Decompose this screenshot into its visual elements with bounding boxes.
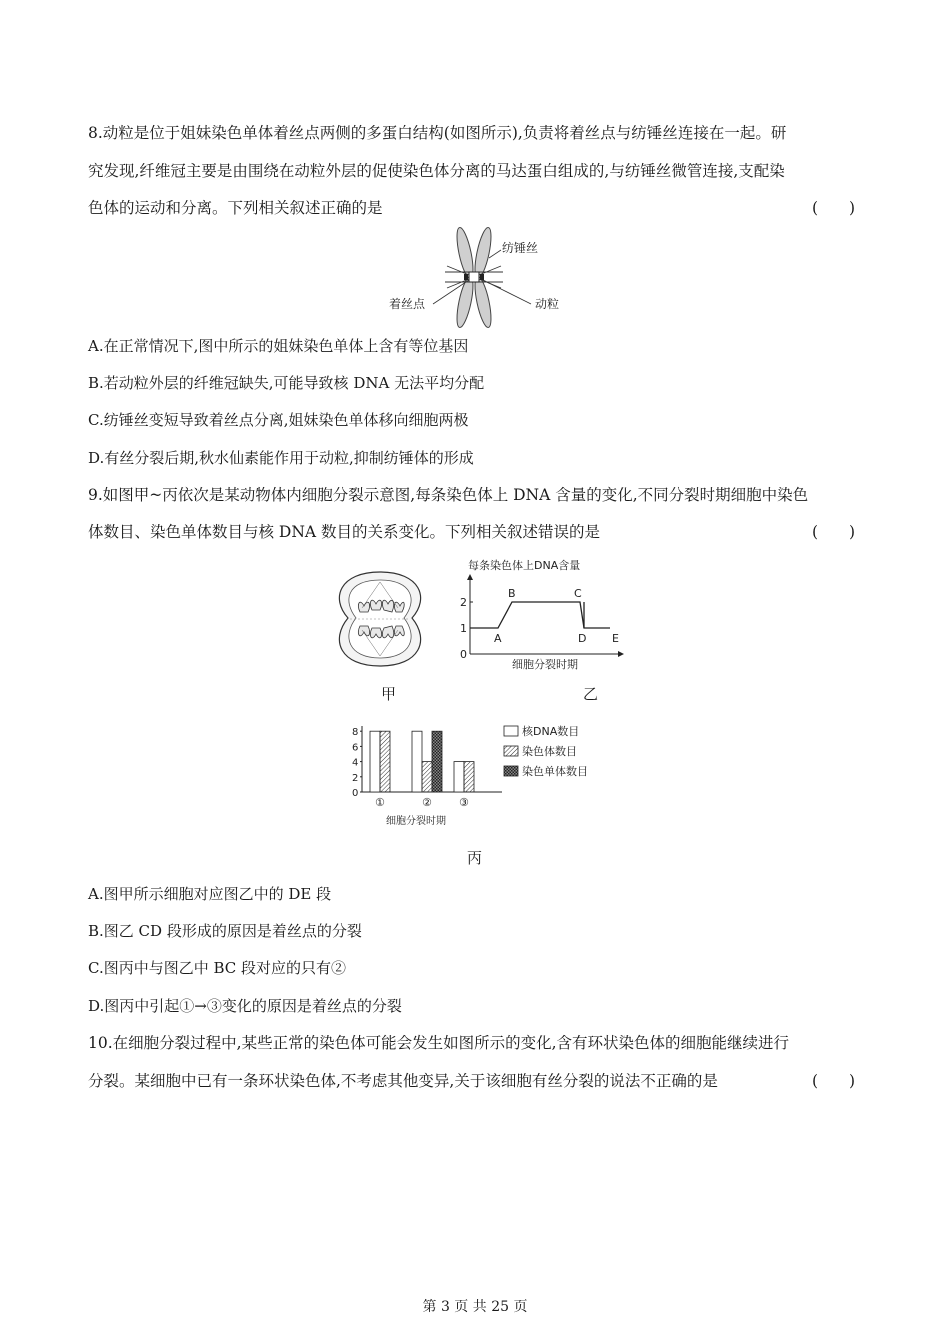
point-label-d: D [578, 632, 587, 645]
q8-option-b: B.若动粒外层的纤维冠缺失,可能导致核 DNA 无法平均分配 [88, 374, 485, 392]
point-label-b: B [508, 587, 516, 600]
bar-3-cat-2 [432, 731, 442, 792]
bar-2-cat-3 [464, 762, 474, 792]
chart-counts-bar [340, 722, 602, 830]
y-tick-label: 2 [352, 772, 359, 784]
q8-stem-line-1: 8.动粒是位于姐妹染色单体着丝点两侧的多蛋白结构(如图所示),负责将着丝点与纺锤丝连接在一起。研 [88, 124, 787, 142]
q9-answer-paren: ( ) [812, 523, 856, 541]
bar-2-cat-2 [422, 762, 432, 792]
q9-option-b: B.图乙 CD 段形成的原因是着丝点的分裂 [88, 922, 362, 940]
y-tick-label: 4 [352, 757, 359, 769]
kinetochore-figure [385, 226, 575, 330]
y-tick-label: 2 [460, 596, 467, 609]
caption-yi: 乙 [583, 685, 599, 703]
legend-label-2: 染色体数目 [522, 745, 577, 758]
x-axis-label: 细胞分裂时期 [512, 658, 578, 670]
legend-label-1: 核DNA数目 [522, 725, 580, 738]
category-label: ③ [459, 796, 469, 809]
bar-2-cat-1 [380, 731, 390, 792]
kinetochore-left-shape [464, 274, 468, 280]
centromere-shape [469, 272, 479, 282]
caption-jia: 甲 [381, 685, 397, 703]
spindle-leader-line [489, 250, 501, 258]
q8-answer-paren: ( ) [812, 199, 856, 217]
kinetochore-leader-line [483, 280, 531, 304]
bar-1-cat-3 [454, 762, 464, 792]
point-label-e: E [612, 632, 619, 645]
page-footer: 第 3 页 共 25 页 [422, 1299, 528, 1315]
q9-stem-line-2: 体数目、染色单体数目与核 DNA 数目的关系变化。下列相关叙述错误的是 [88, 523, 601, 541]
x-axis-label: 细胞分裂时期 [386, 816, 446, 827]
point-label-a: A [494, 632, 502, 645]
q10-stem-line-2: 分裂。某细胞中已有一条环状染色体,不考虑其他变异,关于该细胞有丝分裂的说法不正确的是 [88, 1072, 718, 1090]
dna-content-line [470, 602, 610, 628]
y-axis-arrow [467, 574, 473, 580]
label-spindle: 纺锤丝 [502, 241, 539, 255]
legend-label-3: 染色单体数目 [522, 765, 588, 778]
q9-option-d: D.图丙中引起①→③变化的原因是着丝点的分裂 [88, 997, 402, 1015]
y-tick-label: 0 [460, 648, 467, 661]
q10-answer-paren: ( ) [812, 1072, 856, 1090]
y-tick-label: 0 [352, 788, 359, 799]
caption-bing: 丙 [467, 849, 483, 867]
q8-stem-line-3: 色体的运动和分离。下列相关叙述正确的是 [88, 199, 383, 217]
label-kinetochore: 动粒 [535, 297, 560, 311]
y-tick-label: 8 [352, 727, 359, 739]
q8-option-d: D.有丝分裂后期,秋水仙素能作用于动粒,抑制纺锤体的形成 [88, 449, 474, 467]
bar-1-cat-1 [370, 731, 380, 792]
category-label: ① [375, 796, 385, 809]
q9-option-a: A.图甲所示细胞对应图乙中的 DE 段 [88, 885, 332, 903]
y-tick-label: 6 [352, 742, 359, 754]
q10-stem-line-1: 10.在细胞分裂过程中,某些正常的染色体可能会发生如图所示的变化,含有环状染色体的细胞能继续进行 [88, 1034, 790, 1052]
cell-division-diagram [320, 568, 440, 670]
legend-swatch-1 [504, 726, 518, 736]
q9-stem-line-1: 9.如图甲~丙依次是某动物体内细胞分裂示意图,每条染色体上 DNA 含量的变化,不同分裂时期细胞中染色 [88, 486, 809, 504]
legend-swatch-3 [504, 766, 518, 776]
q8-stem-line-2: 究发现,纤维冠主要是由围绕在动粒外层的促使染色体分离的马达蛋白组成的,与纺锤丝微管连接,支配染 [88, 162, 785, 180]
y-axis-label: 每条染色体上DNA含量 [468, 559, 581, 572]
y-tick-label: 1 [460, 622, 467, 635]
legend-swatch-2 [504, 746, 518, 756]
chromatid-arm-lower-left [454, 275, 477, 328]
chromatid-arm-lower-right [472, 275, 495, 328]
bar-1-cat-2 [412, 731, 422, 792]
x-axis-arrow [618, 651, 624, 657]
category-label: ② [422, 796, 432, 809]
chart-dna-per-chromosome [440, 556, 630, 670]
label-centromere: 着丝点 [389, 297, 426, 311]
q8-option-a: A.在正常情况下,图中所示的姐妹染色单体上含有等位基因 [88, 337, 469, 355]
kinetochore-right-shape [480, 274, 484, 280]
point-label-c: C [574, 587, 582, 600]
q8-option-c: C.纺锤丝变短导致着丝点分离,姐妹染色单体移向细胞两极 [88, 411, 469, 429]
q9-option-c: C.图丙中与图乙中 BC 段对应的只有② [88, 959, 347, 977]
